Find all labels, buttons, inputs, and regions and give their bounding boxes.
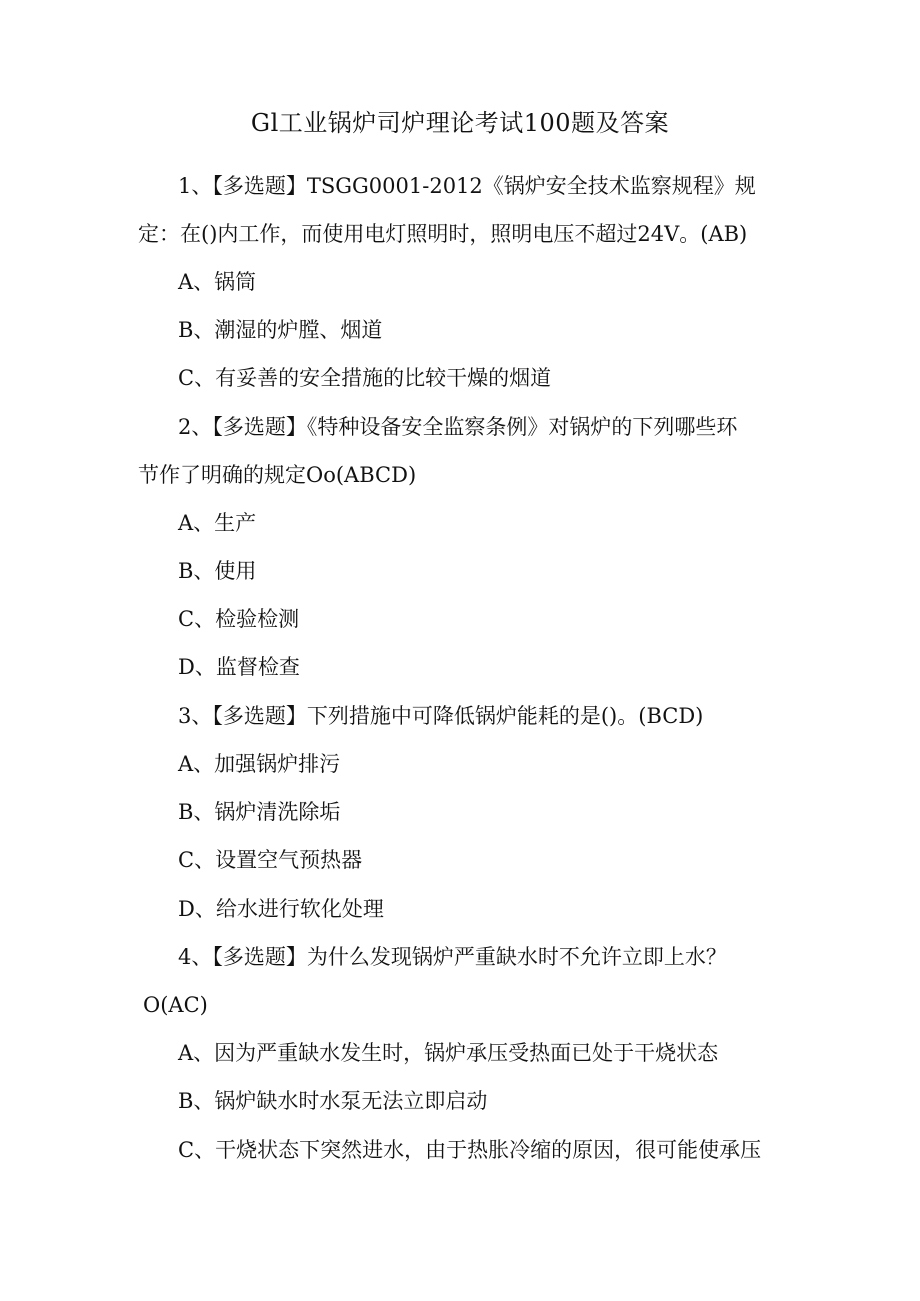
question-1-option-a: A、锅筒 xyxy=(178,270,257,294)
question-3-option-c: C、设置空气预热器 xyxy=(178,848,363,872)
question-2-option-a: A、生产 xyxy=(178,511,257,535)
question-4-option-c: C、干烧状态下突然进水，由于热胀冷缩的原因，很可能使承压 xyxy=(178,1138,762,1162)
question-1-stem-line-1: 1、【多选题】TSGG0001-2012《锅炉安全技术监察规程》规 xyxy=(178,174,756,198)
question-4-stem-line-1: 4、【多选题】为什么发现锅炉严重缺水时不允许立即上水？ xyxy=(178,945,727,969)
question-2-option-c: C、检验检测 xyxy=(178,607,300,631)
question-2-stem-line-2: 节作了明确的规定Oo(ABCD) xyxy=(138,463,417,487)
question-3-option-d: D、给水进行软化处理 xyxy=(178,897,384,921)
question-4-option-b: B、锅炉缺水时水泵无法立即启动 xyxy=(178,1089,488,1113)
question-1-option-b: B、潮湿的炉膛、烟道 xyxy=(178,318,383,342)
question-3-stem: 3、【多选题】下列措施中可降低锅炉能耗的是()。(BCD) xyxy=(178,704,704,728)
question-2-stem-line-1: 2、【多选题】《特种设备安全监察条例》对锅炉的下列哪些环 xyxy=(178,415,738,439)
question-2-option-b: B、使用 xyxy=(178,559,257,583)
question-4-stem-line-2: O(AC) xyxy=(143,993,208,1017)
question-4-option-a: A、因为严重缺水发生时，锅炉承压受热面已处于干烧状态 xyxy=(178,1041,719,1065)
question-3-option-b: B、锅炉清洗除垢 xyxy=(178,800,341,824)
question-3-option-a: A、加强锅炉排污 xyxy=(178,752,341,776)
question-2-option-d: D、监督检查 xyxy=(178,655,300,679)
document-title: Gl工业锅炉司炉理论考试100题及答案 xyxy=(250,109,670,137)
question-1-stem-line-2: 定：在()内工作，而使用电灯照明时，照明电压不超过24V。(AB) xyxy=(138,222,748,246)
question-1-option-c: C、有妥善的安全措施的比较干燥的烟道 xyxy=(178,366,552,390)
